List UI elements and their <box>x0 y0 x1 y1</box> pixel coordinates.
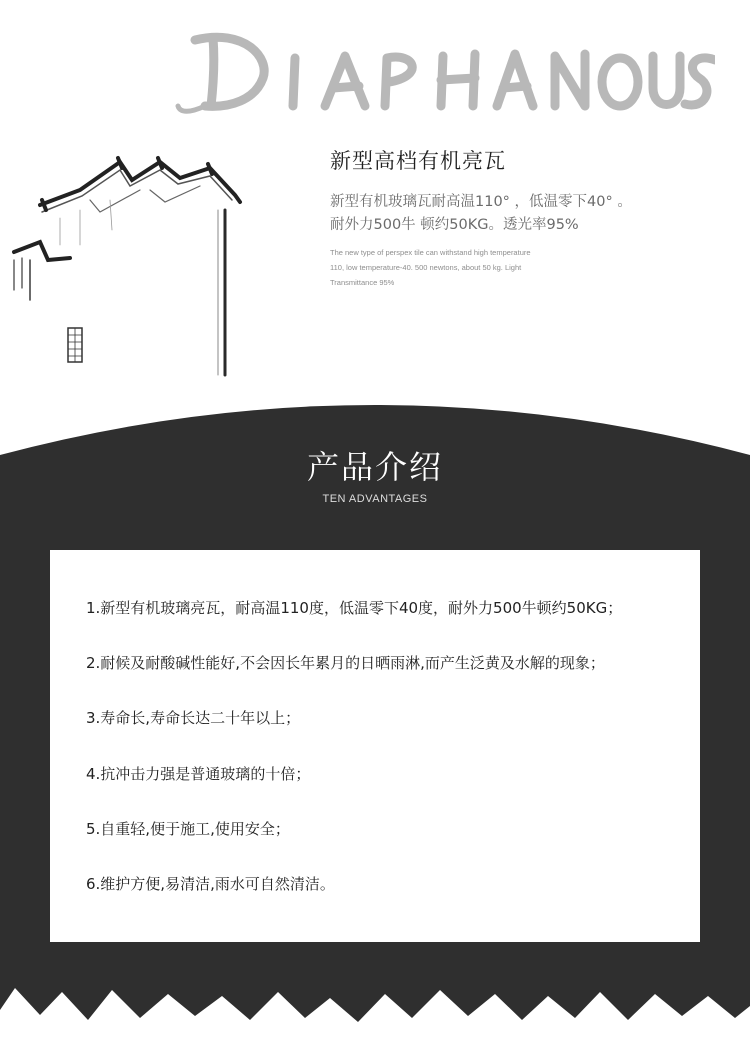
intro-line-2: 耐外力500牛 顿约50KG。透光率95% <box>330 217 579 233</box>
intro-english-line-1: The new type of perspex tile can withstand high temperature <box>330 248 531 257</box>
section-title: 产品介绍 <box>306 448 443 486</box>
advantages-card <box>50 550 700 942</box>
intro-english-line-2: 110, low temperature-40. 500 newtons, about 50 kg. Light <box>330 263 522 272</box>
intro-block <box>330 145 710 290</box>
intro-line-1: 新型有机玻璃瓦耐高温110° ，低温零下40° 。 <box>330 194 632 210</box>
advantage-item: 1.新型有机玻璃亮瓦，耐高温110度，低温零下40度，耐外力500牛顿约50KG； <box>86 599 623 617</box>
intro-english <box>330 245 710 290</box>
window-icon <box>68 328 82 362</box>
advantage-item: 6.维护方便,易清洁,雨水可自然清洁。 <box>86 874 335 893</box>
advantage-item: 3.寿命长,寿命长达二十年以上； <box>86 709 301 728</box>
zigzag-bottom-edge <box>0 980 750 1050</box>
section-subtitle: TEN ADVANTAGES <box>322 493 428 505</box>
architecture-illustration <box>0 150 260 390</box>
intro-english-line-3: Transmittance 95% <box>330 278 395 287</box>
intro-title: 新型高档有机亮瓦 <box>330 149 506 173</box>
brand-logo <box>175 18 715 118</box>
advantage-item: 5.自重轻,便于施工,使用安全； <box>86 819 290 838</box>
advantage-item: 2.耐候及耐酸碱性能好,不会因长年累月的日晒雨淋,而产生泛黄及水解的现象； <box>86 654 605 673</box>
advantages-list <box>86 598 622 929</box>
advantage-item: 4.抗冲击力强是普通玻璃的十倍； <box>86 764 311 783</box>
